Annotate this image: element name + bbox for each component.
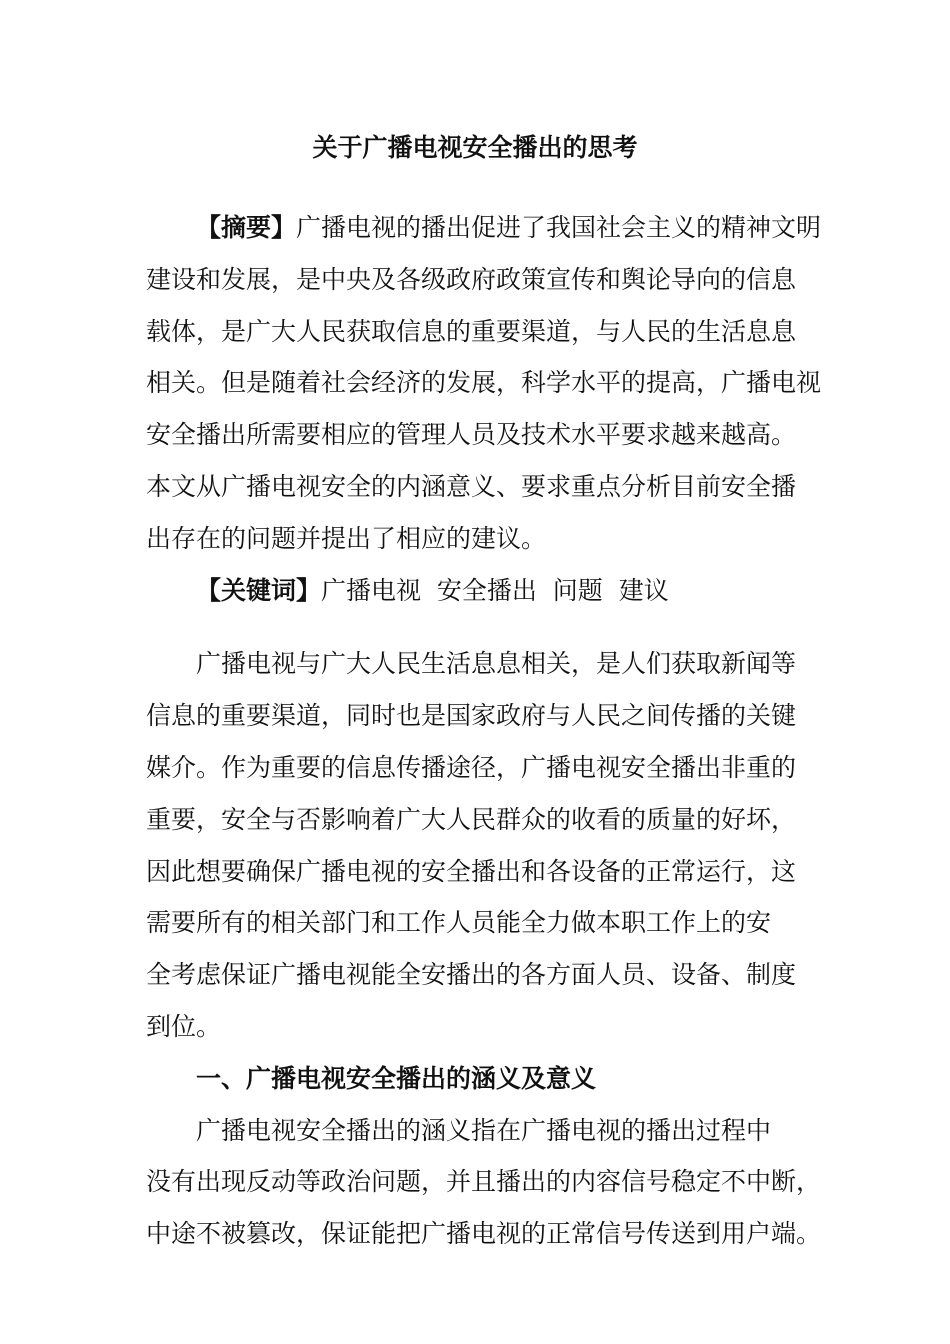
intro-line: 因此想要确保广播电视的安全播出和各设备的正常运行，这 xyxy=(146,856,797,886)
paragraph-spacer xyxy=(146,616,826,638)
section-paragraph xyxy=(146,1105,826,1157)
abstract-continuation xyxy=(146,254,826,565)
section-heading: 一、广播电视安全播出的涵义及意义 xyxy=(196,1063,597,1093)
abstract-line: 广播电视的播出促进了我国社会主义的精神文明 xyxy=(296,213,822,242)
keywords-paragraph xyxy=(146,565,826,617)
abstract-line: 载体，是广大人民获取信息的重要渠道，与人民的生活息息 xyxy=(146,316,797,346)
intro-line: 全考虑保证广播电视能全安播出的各方面人员、设备、制度 xyxy=(146,960,797,990)
keywords-text: 广播电视 安全播出 问题 建议 xyxy=(321,575,669,605)
abstract-line: 安全播出所需要相应的管理人员及技术水平要求越来越高。 xyxy=(146,420,797,450)
page-title: 关于广播电视安全播出的思考 xyxy=(312,133,638,162)
abstract-paragraph xyxy=(146,202,826,254)
intro-line: 重要，安全与否影响着广大人民群众的收看的质量的好坏， xyxy=(146,804,797,834)
abstract-line: 建设和发展，是中央及各级政府政策宣传和舆论导向的信息 xyxy=(146,264,797,294)
intro-line: 需要所有的相关部门和工作人员能全力做本职工作上的安 xyxy=(146,908,772,938)
abstract-line: 出存在的问题并提出了相应的建议。 xyxy=(146,523,547,553)
abstract-line: 本文从广播电视安全的内涵意义、要求重点分析目前安全播 xyxy=(146,471,797,501)
keywords-label: 【关键词】 xyxy=(196,575,322,605)
intro-continuation xyxy=(146,690,826,1053)
intro-line: 到位。 xyxy=(146,1011,222,1041)
section-continuation xyxy=(146,1156,826,1260)
document-body xyxy=(146,202,826,1260)
intro-line: 信息的重要渠道，同时也是国家政府与人民之间传播的关键 xyxy=(146,701,797,731)
section-line: 广播电视安全播出的涵义指在广播电视的播出过程中 xyxy=(196,1115,772,1145)
section-line: 中途不被篡改，保证能把广播电视的正常信号传送到用户端。 xyxy=(146,1219,822,1249)
section-line: 没有出现反动等政治问题，并且播出的内容信号稳定不中断， xyxy=(146,1167,822,1197)
abstract-label: 【摘要】 xyxy=(196,213,297,242)
intro-line: 广播电视与广大人民生活息息相关，是人们获取新闻等 xyxy=(196,649,797,679)
abstract-line: 相关。但是随着社会经济的发展，科学水平的提高，广播电视 xyxy=(146,368,822,398)
intro-paragraph xyxy=(146,638,826,690)
intro-line: 媒介。作为重要的信息传播途径，广播电视安全播出非重的 xyxy=(146,752,797,782)
